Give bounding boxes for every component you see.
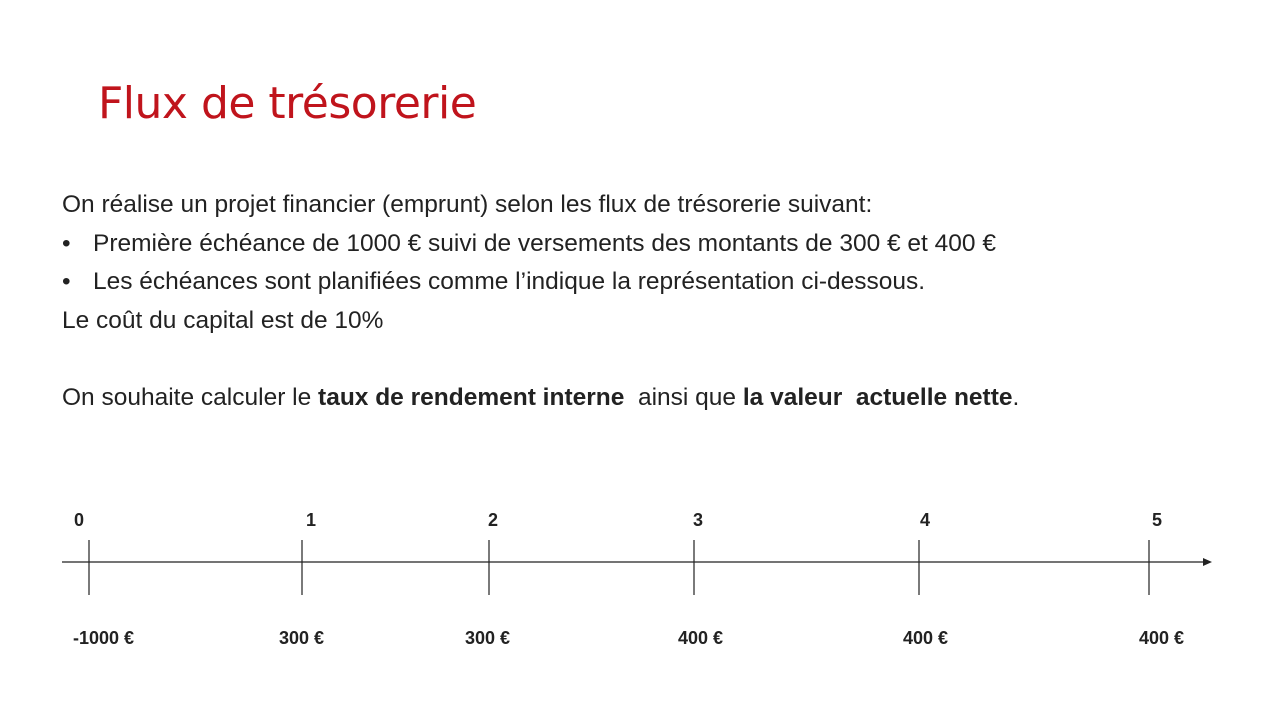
bullet-list [62, 225, 1242, 302]
period-label-3: 3 [692, 510, 704, 530]
paragraph-spacer [62, 340, 1242, 379]
period-label-2: 2 [487, 510, 499, 530]
flow-value-3: 400 € [678, 628, 724, 648]
capital-cost-text: Le coût du capital est de 10% [62, 306, 384, 334]
timeline-arrow-icon [1203, 558, 1212, 566]
period-label-0: 0 [73, 510, 85, 530]
goal-suffix: . [1012, 383, 1020, 411]
cash-flow-timeline [0, 500, 1280, 670]
goal-npv: la valeur actuelle nette [742, 383, 1013, 411]
bullet-item-schedule [62, 263, 1242, 302]
goal-middle: ainsi que [624, 383, 743, 411]
bullet-text-schedule: Les échéances sont planifiées comme l’indique la représentation ci-dessous. [93, 268, 926, 295]
flow-value-1: 300 € [279, 628, 325, 648]
flow-value-4: 400 € [903, 628, 949, 648]
period-label-4: 4 [919, 510, 931, 530]
slide-title: Flux de trésorerie [98, 78, 477, 129]
period-label-5: 5 [1151, 510, 1163, 530]
goal-text [62, 379, 1242, 418]
goal-prefix: On souhaite calculer le [62, 383, 319, 411]
bullet-item-payments [62, 225, 1242, 264]
timeline-axis-svg [0, 500, 1280, 670]
body-text [62, 186, 1242, 417]
bullet-marker: • [62, 229, 71, 257]
bullet-marker: • [62, 268, 71, 295]
flow-value-5: 400 € [1139, 628, 1185, 648]
intro-text: On réalise un projet financier (emprunt) selon les flux de trésorerie suivant: [62, 191, 873, 218]
bullet-text-payments: Première échéance de 1000 € suivi de versements des montants de 300 € et 400 € [93, 229, 996, 257]
flow-value-2: 300 € [465, 628, 511, 648]
goal-irr: taux de rendement interne [318, 383, 625, 411]
flow-value-0: -1000 € [73, 628, 135, 648]
period-label-1: 1 [305, 510, 317, 530]
